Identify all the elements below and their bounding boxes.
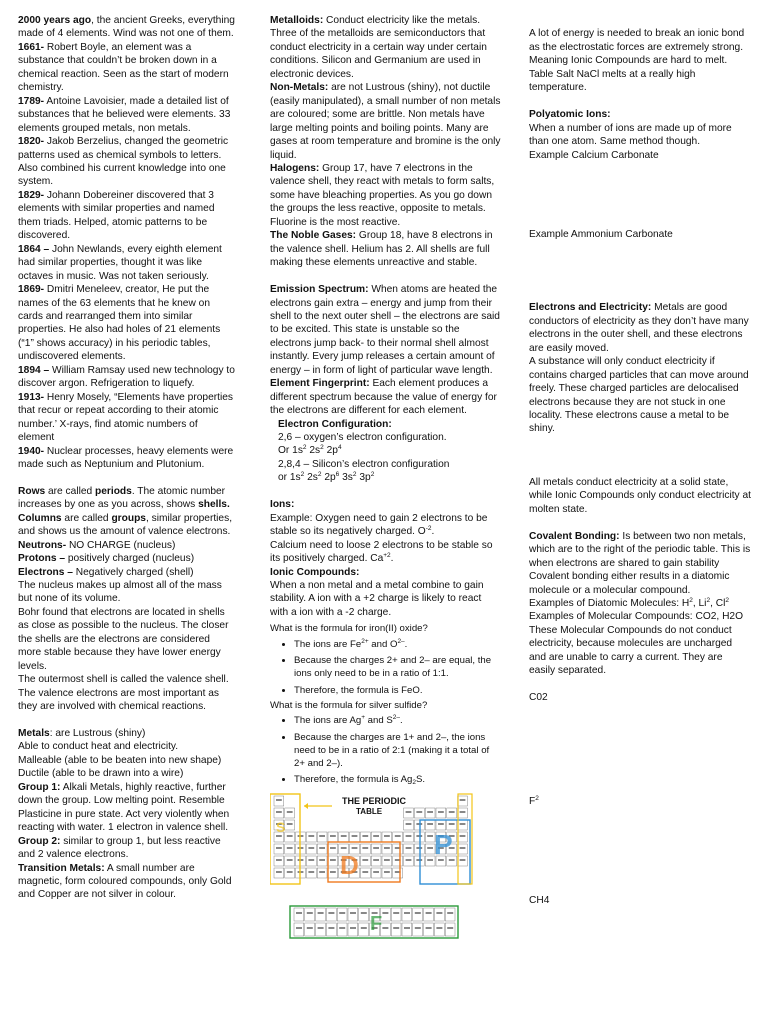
element-cell-symbol-mark xyxy=(339,927,345,929)
periodic-table-title-1: THE PERIODIC xyxy=(342,796,407,807)
element-cell-symbol-mark xyxy=(276,859,282,861)
element-cell-symbol-mark xyxy=(287,823,293,825)
history-1869: 1869- Dmitri Meneleev, creator, He put the names of the 63 elements that he knew on cards and rearranged them into similar properties. He also had holes of 21 elements (“1” shows accuracy) in his periodic tables, undiscovered elements. xyxy=(18,284,221,363)
emission-spectrum-paragraph: Emission Spectrum: When atoms are heated the electrons gain extra – energy and jump from their shell to the next outer shell – the electrons are said to be excited. This state is unstable so the electrons jump back- to their normal shell almost instantly. Every jump releases a certain amount of energy – in form of light of particular wave length. xyxy=(270,284,500,376)
element-cell-symbol-mark xyxy=(352,835,358,837)
element-cell-symbol-mark xyxy=(373,871,379,873)
nucleus-line: The nucleus makes up almost all of the mass but none of its volume. xyxy=(18,580,222,605)
rows-periods: Rows are called periods. The atomic number increases by one as you across, shows shells. xyxy=(18,485,230,511)
element-cell-symbol-mark xyxy=(319,859,325,861)
element-cell-symbol-mark xyxy=(393,912,399,914)
element-cell xyxy=(326,923,336,936)
periodic-table-graphic xyxy=(270,792,484,890)
element-cell-symbol-mark xyxy=(339,912,345,914)
element-cell-symbol-mark xyxy=(416,811,422,813)
history-1940: 1940- Nuclear processes, heavy elements were made such as Neptunium and Plutonium. xyxy=(18,445,234,470)
element-cell-symbol-mark xyxy=(362,859,368,861)
ions-heading: Ions: xyxy=(270,499,295,511)
halogens-paragraph: Halogens: Group 17, have 7 electrons in the valence shell, they react with metals to form salts, some have bleaching properties. As you go down the groups the less reactive, opposite to metals. Fluorine is the most reactive. xyxy=(270,162,495,228)
history-1820: 1820- Jakob Berzelius, changed the geometric patterns used as chemical symbols to letters. Also combined his current knowledge into one system. xyxy=(18,136,229,188)
element-cell-symbol-mark xyxy=(319,835,325,837)
element-cell xyxy=(326,908,336,921)
covalent-results-paragraph: Covalent bonding either results in a diatomic molecule or a molecular compound. xyxy=(529,571,730,596)
element-cell-symbol-mark xyxy=(382,912,388,914)
list-item: • The ions are $Fe^{2+}$ and $O^{2-}$. xyxy=(294,638,502,651)
element-cell xyxy=(402,908,412,921)
oxygen-config-notation: Or $1s^2$ $2s^2$ $2p^4$ xyxy=(278,444,342,457)
element-cell xyxy=(316,923,326,936)
element-cell-symbol-mark xyxy=(395,835,401,837)
element-cell xyxy=(413,908,423,921)
list-item: • Therefore, the formula is FeO. xyxy=(294,684,502,697)
f-block-letter: F xyxy=(370,913,383,936)
element-cell-symbol-mark xyxy=(415,927,421,929)
list-item: • Because the charges 2+ and 2– are equal, the ions only need to be in a ratio of 1:1. xyxy=(294,654,502,680)
ionic-energy-paragraph: A lot of energy is needed to break an ionic bond as the electrostatic forces are extremely strong. Meaning Ionic Compounds are hard to melt. Table Salt NaCl melts at a really high temperature. xyxy=(529,28,745,94)
element-cell xyxy=(359,908,369,921)
group1-paragraph: Group 1: Alkali Metals, highly reactive, further down the group. Low melting point. Resemble Plasticine in pure state. Act very violently when reacting with water. 1 electron in valence shell. xyxy=(18,781,230,834)
silicon-config: 2,8,4 – Silicon’s electron configuration xyxy=(278,458,450,470)
element-cell-symbol-mark xyxy=(460,799,466,801)
element-cell-symbol-mark xyxy=(416,823,422,825)
element-cell-symbol-mark xyxy=(296,912,302,914)
element-cell-symbol-mark xyxy=(276,871,282,873)
element-cell-symbol-mark xyxy=(406,847,412,849)
element-cell xyxy=(391,908,401,921)
element-cell xyxy=(424,923,434,936)
element-cell-symbol-mark xyxy=(427,835,433,837)
element-cell xyxy=(337,923,347,936)
element-cell-symbol-mark xyxy=(416,847,422,849)
polyatomic-heading: Polyatomic Ions: xyxy=(529,109,611,121)
polyatomic-text: When a number of ions are made up of more than one atom. Same method though. xyxy=(529,122,732,148)
history-1829: 1829- Johann Dobereiner discovered that 3 elements with similar properties and named them triads. Helped, atomic patterns to be discovered. xyxy=(18,189,215,242)
element-cell xyxy=(348,923,358,936)
element-cell xyxy=(305,908,315,921)
column-middle xyxy=(270,14,502,940)
list-item: • The ions are Ag+ and $S^{2-}$. xyxy=(294,714,502,727)
element-cell-symbol-mark xyxy=(308,871,314,873)
element-cell-symbol-mark xyxy=(362,835,368,837)
element-cell-symbol-mark xyxy=(328,927,334,929)
element-cell xyxy=(391,923,401,936)
periodic-table-image xyxy=(270,792,484,890)
element-cell-symbol-mark xyxy=(406,859,412,861)
element-cell-symbol-mark xyxy=(341,835,347,837)
history-2000: 2000 years ago, the ancient Greeks, everything made of 4 elements. Wind was not one of them. xyxy=(18,15,235,40)
element-cell-symbol-mark xyxy=(438,823,444,825)
silicon-config-notation: or $1s^2$ $2s^2$ $2p^6$ $3s^2$ $3p^2$ xyxy=(278,471,375,484)
element-cell-symbol-mark xyxy=(415,912,421,914)
element-cell-symbol-mark xyxy=(449,811,455,813)
ions-oxygen: Example: Oxygen need to gain 2 electrons to be stable so its negatively charged. $O^{-2}$. xyxy=(270,512,488,538)
element-cell-symbol-mark xyxy=(426,912,432,914)
metals-heading: Metals: are Lustrous (shiny) xyxy=(18,727,146,739)
element-cell-symbol-mark xyxy=(330,859,336,861)
element-cell-symbol-mark xyxy=(287,847,293,849)
element-cell xyxy=(316,908,326,921)
element-cell-symbol-mark xyxy=(276,811,282,813)
element-cell-symbol-mark xyxy=(341,847,347,849)
history-1913: 1913- Henry Mosely, “Elements have properties that recur or repeat according to their atomic number.’ X-rays, find atomic numbers of element xyxy=(18,391,233,444)
element-cell-symbol-mark xyxy=(384,847,390,849)
element-cell-symbol-mark xyxy=(427,811,433,813)
element-cell-symbol-mark xyxy=(460,835,466,837)
column-left xyxy=(18,14,236,902)
example-ammonium-carbonate: Example Ammonium Carbonate xyxy=(529,228,673,240)
element-cell-symbol-mark xyxy=(318,912,324,914)
element-cell xyxy=(294,923,304,936)
element-cell-symbol-mark xyxy=(328,912,334,914)
element-cell-symbol-mark xyxy=(318,927,324,929)
element-cell-symbol-mark xyxy=(276,847,282,849)
element-cell-symbol-mark xyxy=(276,835,282,837)
answer-list-silver-sulfide xyxy=(270,714,502,786)
element-cell-symbol-mark xyxy=(427,859,433,861)
element-cell-symbol-mark xyxy=(438,811,444,813)
element-cell xyxy=(348,908,358,921)
element-cell-symbol-mark xyxy=(382,927,388,929)
history-1789: 1789- Antoine Lavoisier, made a detailed list of substances that he believed were elements. 33 elements grouped metals, non metals. xyxy=(18,95,231,134)
f-block-graphic xyxy=(270,904,484,940)
element-cell-symbol-mark xyxy=(384,835,390,837)
element-cell-symbol-mark xyxy=(287,835,293,837)
element-cell xyxy=(445,923,455,936)
element-cell xyxy=(402,923,412,936)
ions-calcium: Calcium need to loose 2 electrons to be stable so its positively charged. $Ca^{+2}$. xyxy=(270,539,493,565)
answer-list-iron-oxide xyxy=(270,638,502,697)
element-cell-symbol-mark xyxy=(406,811,412,813)
example-calcium-carbonate: Example Calcium Carbonate xyxy=(529,149,659,161)
columns-groups: Columns are called groups, similar properties, and shows us the amount of valence electrons. xyxy=(18,512,233,538)
element-cell-symbol-mark xyxy=(404,912,410,914)
element-cell-symbol-mark xyxy=(296,927,302,929)
list-item: • Because the charges are 1+ and 2–, the ions need to be in a ratio of 2:1 (making it a total of 2+ and 2–). xyxy=(294,731,502,771)
element-cell-symbol-mark xyxy=(384,871,390,873)
element-cell-symbol-mark xyxy=(373,847,379,849)
element-fingerprint-paragraph: Element Fingerprint: Each element produces a different spectrum because the value of energy for the electrons are different for each element. xyxy=(270,378,497,417)
noble-gases-paragraph: The Noble Gases: Group 18, have 8 electrons in the valence shell. Helium has 2. All shells are full making these elements unreactive and stable. xyxy=(270,230,493,269)
delocalised-electrons-paragraph: A substance will only conduct electricity if contains charged particles that can move around freely. These charged particles are delocalised electrons because they are not stuck in one locality. These electrons cause a metal to be shiny. xyxy=(529,356,749,435)
element-cell xyxy=(434,923,444,936)
metals-line-4: Ductile (able to be drawn into a wire) xyxy=(18,768,184,780)
element-cell-symbol-mark xyxy=(330,835,336,837)
element-cell xyxy=(424,908,434,921)
element-cell xyxy=(359,923,369,936)
f2-label: $F^2$ xyxy=(529,794,539,807)
element-cell-symbol-mark xyxy=(406,823,412,825)
column-right xyxy=(529,14,751,908)
history-1661: 1661- Robert Boyle, an element was a substance that couldn’t be broken down in a chemical reaction. Seen as the start of modern chemistry. xyxy=(18,41,229,94)
nonmetals-paragraph: Non-Metals: are not Lustrous (shiny), not ductile (easily manipulated), a small number of non metals are coloured; some are brittle. Non metals have large melting points and boiling points. Many are gases at room temperature and bromine is the only liquid. xyxy=(270,82,501,161)
periodic-table-f-block xyxy=(270,904,484,940)
element-cell-symbol-mark xyxy=(319,847,325,849)
element-cell-symbol-mark xyxy=(427,823,433,825)
element-cell-symbol-mark xyxy=(416,859,422,861)
element-cell xyxy=(434,908,444,921)
element-cell-symbol-mark xyxy=(307,912,313,914)
element-cell-symbol-mark xyxy=(436,912,442,914)
element-cell-symbol-mark xyxy=(350,912,356,914)
element-cell-symbol-mark xyxy=(416,835,422,837)
covalent-bonding-paragraph: Covalent Bonding: Is between two non metals, which are to the right of the periodic table. This is when electrons are shared to gain stability xyxy=(529,530,751,569)
element-cell-symbol-mark xyxy=(460,859,466,861)
ionic-compounds-text: When a non metal and a metal combine to gain stability. A ion with a +2 charge is likely to react with a ion with a -2 charge. xyxy=(270,580,484,618)
list-item: • Therefore, the formula is $Ag_2S$. xyxy=(294,773,502,786)
element-cell-symbol-mark xyxy=(308,859,314,861)
element-cell-symbol-mark xyxy=(287,859,293,861)
element-cell xyxy=(337,908,347,921)
bohr-paragraph: Bohr found that electrons are located in shells as close as possible to the nucleus. The closer the shells are the electrons are considered more stable because they have lower energy levels. xyxy=(18,606,229,672)
ionic-compounds-heading: Ionic Compounds: xyxy=(270,566,360,578)
element-cell-symbol-mark xyxy=(406,835,412,837)
element-cell-symbol-mark xyxy=(350,927,356,929)
element-cell-symbol-mark xyxy=(373,835,379,837)
element-cell-symbol-mark xyxy=(449,823,455,825)
element-cell-symbol-mark xyxy=(308,847,314,849)
molecular-examples: Examples of Molecular Compounds: CO2, H2O xyxy=(529,611,744,623)
element-cell-symbol-mark xyxy=(287,811,293,813)
element-cell-symbol-mark xyxy=(362,871,368,873)
valence-paragraph: The outermost shell is called the valence shell. The valence electrons are most important as they are involved with chemical reactions. xyxy=(18,674,229,713)
element-cell-symbol-mark xyxy=(393,927,399,929)
element-cell-symbol-mark xyxy=(352,847,358,849)
element-cell-symbol-mark xyxy=(436,927,442,929)
element-cell-symbol-mark xyxy=(362,847,368,849)
d-block-letter: D xyxy=(340,850,359,881)
element-cell-symbol-mark xyxy=(373,859,379,861)
question-silver-sulfide: What is the formula for silver sulfide? xyxy=(270,699,428,711)
metals-line-3: Malleable (able to be beaten into new shape) xyxy=(18,754,222,766)
transition-metals-paragraph: Transition Metals: A small number are magnetic, form coloured compounds, only Gold and Copper are not silver in colour. xyxy=(18,862,232,901)
element-cell-symbol-mark xyxy=(361,912,367,914)
element-cell xyxy=(294,908,304,921)
element-cell-symbol-mark xyxy=(447,927,453,929)
all-metals-paragraph: All metals conduct electricity at a solid state, while Ionic Compounds only conduct electricity at molten state. xyxy=(529,476,751,515)
group2-paragraph: Group 2: similar to group 1, but less reactive and 2 valence electrons. xyxy=(18,835,221,861)
history-1864: 1864 – John Newlands, every eighth element had similar properties, thought it was like octaves in music. Was not taken seriously. xyxy=(18,243,222,282)
ch4-label: CH4 xyxy=(529,895,550,907)
s-block-letter: S xyxy=(276,819,286,836)
element-cell-symbol-mark xyxy=(330,847,336,849)
electrons-electricity-paragraph: Electrons and Electricity: Metals are good conductors of electricity as they don’t have many electrons in the outer shell, and these electrons are easily moved. xyxy=(529,302,749,354)
history-1894: 1894 – William Ramsay used new technology to discover argon. Refrigeration to liquefy. xyxy=(18,364,235,390)
co2-label: C02 xyxy=(529,692,548,704)
element-cell-symbol-mark xyxy=(460,811,466,813)
electrons-line: Electrons – Negatively charged (shell) xyxy=(18,566,194,578)
neutrons-line: Neutrons- NO CHARGE (nucleus) xyxy=(18,539,176,551)
element-cell-symbol-mark xyxy=(319,871,325,873)
element-cell-symbol-mark xyxy=(404,927,410,929)
periodic-table-title-2: TABLE xyxy=(356,807,383,817)
p-block-letter: P xyxy=(434,829,453,861)
element-cell xyxy=(305,923,315,936)
element-cell xyxy=(413,923,423,936)
element-cell-symbol-mark xyxy=(307,927,313,929)
element-cell-symbol-mark xyxy=(308,835,314,837)
element-cell xyxy=(445,908,455,921)
element-cell-symbol-mark xyxy=(427,847,433,849)
question-iron-oxide: What is the formula for iron(II) oxide? xyxy=(270,623,428,635)
diatomic-examples: Examples of Diatomic Molecules: $H^2$, Li$^2$, Cl$^2$ xyxy=(529,597,729,609)
element-cell-symbol-mark xyxy=(460,847,466,849)
protons-line: Protons – positively charged (nucleus) xyxy=(18,553,195,565)
element-cell-symbol-mark xyxy=(426,927,432,929)
element-cell-symbol-mark xyxy=(276,799,282,801)
molecular-conduct-paragraph: These Molecular Compounds do not conduct electricity, because molecules are uncharged and are unable to carry a current. They are easily separated. xyxy=(529,624,733,677)
element-cell-symbol-mark xyxy=(330,871,336,873)
element-cell-symbol-mark xyxy=(384,859,390,861)
electron-config-heading: Electron Configuration: xyxy=(278,418,392,430)
oxygen-config: 2,6 – oxygen’s electron configuration. xyxy=(278,432,447,444)
metalloids-paragraph: Metalloids: Conduct electricity like the metals. Three of the metalloids are semiconductors that conduct electricity in a certain way under certain conditions. Silicon and Germanium are used in electronic devices. xyxy=(270,15,487,80)
arrow-head-icon xyxy=(304,803,308,809)
element-cell-symbol-mark xyxy=(287,871,293,873)
element-cell-symbol-mark xyxy=(447,912,453,914)
element-cell-symbol-mark xyxy=(460,823,466,825)
metals-line-2: Able to conduct heat and electricity. xyxy=(18,741,179,753)
element-cell-symbol-mark xyxy=(361,927,367,929)
